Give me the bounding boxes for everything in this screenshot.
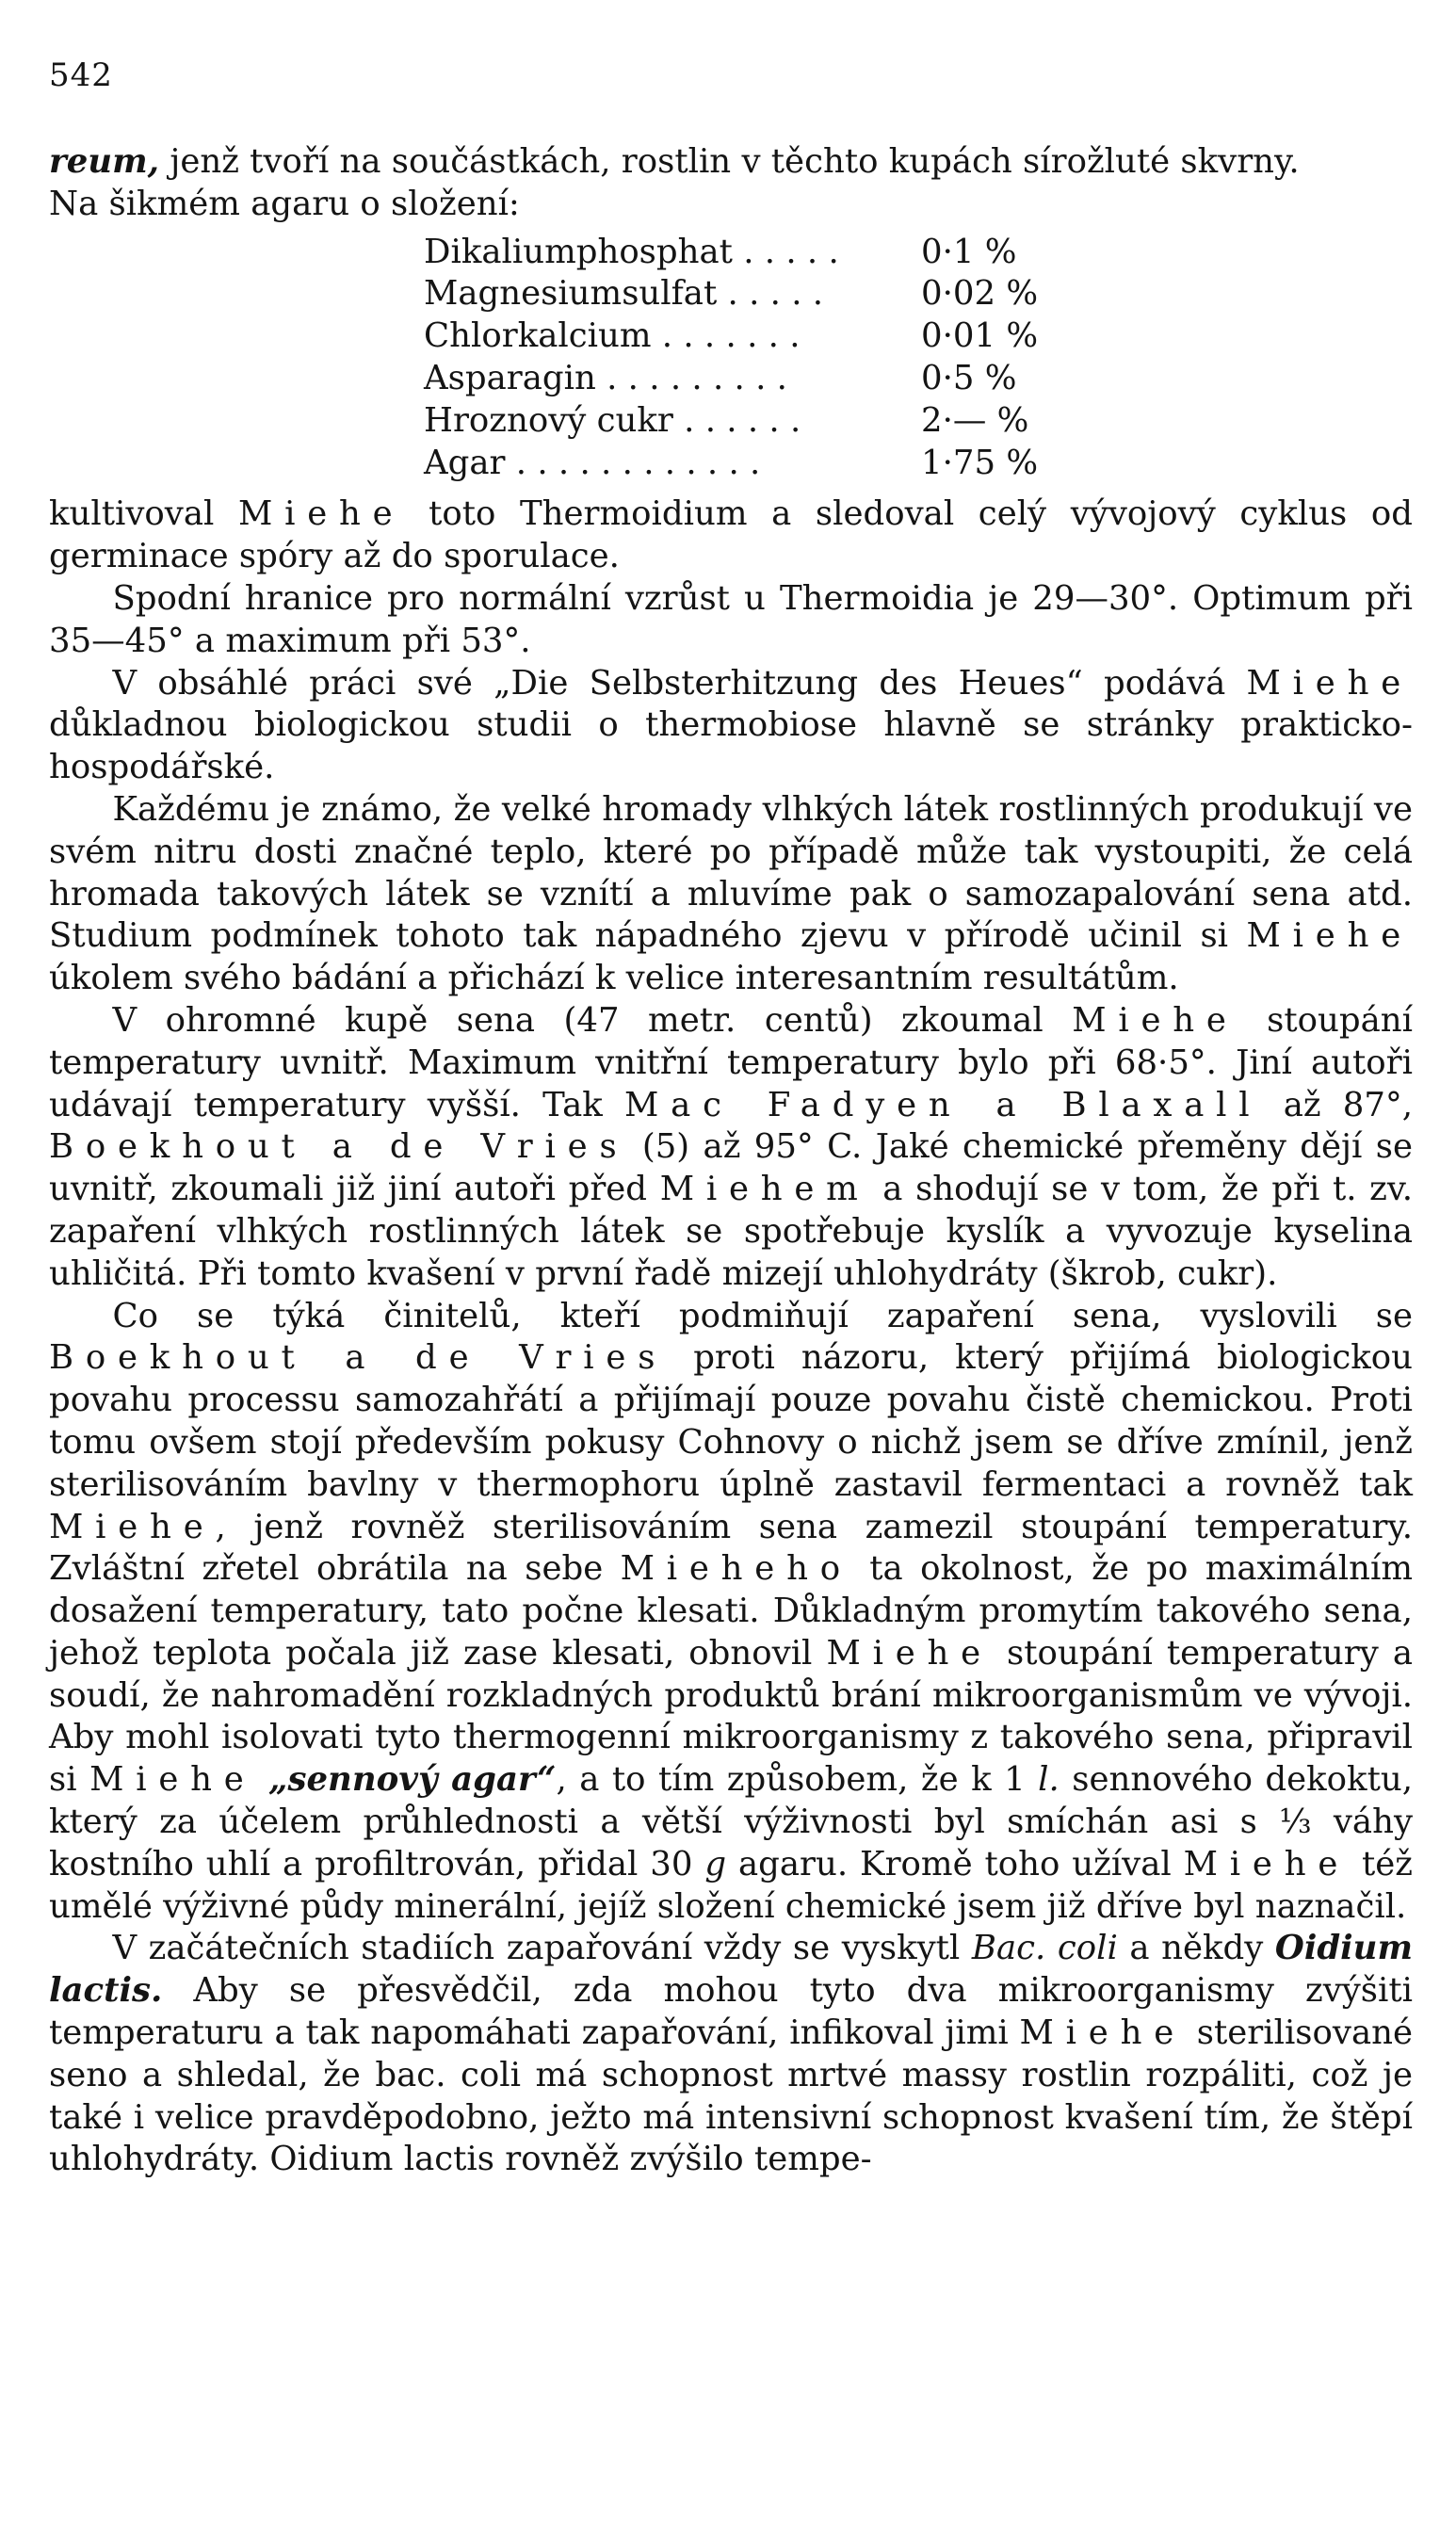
ingredient-name: Agar . . . . . . . . . . . . (424, 443, 761, 482)
lead-word: reum, (49, 142, 160, 181)
composition-row (424, 315, 1081, 358)
ingredient-name: Magnesiumsulfat . . . . . (424, 274, 824, 314)
ingredient-percent: 2·— % (921, 400, 1029, 440)
author-name: Miehe (1072, 1000, 1238, 1040)
intro-paragraph: reum, jenž tvoří na součástkách, rostlin v těchto kupách sírožluté skvrny. Na šikmém agaru o složení: (49, 142, 1300, 223)
ingredient-percent: 0·02 % (921, 274, 1039, 314)
author-name: Miehe (89, 1760, 256, 1800)
author-name: Miehem (659, 1170, 870, 1209)
ingredient-percent: 0·1 % (921, 232, 1017, 271)
paragraph-3: V obsáhlé práci své „Die Selbsterhitzung des Heues“ podává Miehe důkladnou biologickou studii o thermobiose hlavně se stránky prakticko-hospodářské. (49, 663, 1413, 787)
ingredient-percent: 0·5 % (921, 358, 1017, 397)
emphasis: Bac. coli (971, 1929, 1118, 1968)
ingredient-name: Hroznový cukr . . . . . . (424, 400, 801, 440)
author-name: Miehe (237, 494, 405, 534)
author-name: Mieheho (620, 1549, 852, 1589)
author-name: Boekhout a de Vries (49, 1338, 668, 1378)
composition-table (424, 232, 1081, 485)
composition-row (424, 358, 1081, 400)
composition-row (424, 232, 1081, 274)
author-name: Miehe (1183, 1844, 1351, 1883)
author-name: Miehe (1246, 663, 1413, 703)
ingredient-percent: 1·75 % (921, 443, 1039, 482)
ingredient-name: Dikaliumphosphat . . . . . (424, 232, 839, 271)
author-name: Miehe (49, 1507, 216, 1546)
author-name: Mac Fadyen a Blaxall (624, 1085, 1262, 1124)
author-name: Miehe (1019, 2013, 1186, 2053)
emphasis: Oidium lactis. (49, 1929, 1414, 2011)
emphasis: l. (1038, 1760, 1060, 1800)
composition-row (424, 400, 1081, 443)
paragraph-1: kultivoval Miehe toto Thermoidium a sledoval celý vývojový cyklus od germinace spóry až do sporulace. (49, 494, 1414, 576)
ingredient-name: Chlorkalcium . . . . . . . (424, 316, 801, 356)
ingredient-percent: 0·01 % (921, 316, 1039, 356)
emphasis: g (704, 1844, 727, 1883)
emphasis: „sennový agar“ (268, 1760, 557, 1800)
author-name: Boekhout a de Vries (49, 1127, 629, 1167)
ingredient-name: Asparagin . . . . . . . . . (424, 358, 787, 397)
paragraph-7: V začátečních stadiích zapařování vždy se vyskytl Bac. coli a někdy Oidium lactis. Aby se přesvědčil, zda mohou tyto dva mikroorganismy zvýšiti temperaturu a tak napomáhati zapařování, infikoval jimi Miehe sterilisované seno a shledal, že bac. coli má schopnost mrtvé massy rostlin rozpáliti, což je také i velice pravděpodobno, ježto má intensivní schopnost kvašení tím, že štěpí uhlohydráty. Oidium lactis rovněž zvýšilo tempe- (49, 1929, 1414, 2179)
composition-row (424, 443, 1081, 485)
author-name: Miehe (826, 1633, 993, 1673)
page-number: 542 (49, 57, 113, 94)
paragraph-6: Co se týká činitelů, kteří podmiňují zapaření sena, vyslovili se Boekhout a de Vries proti názoru, který přijímá biologickou povahu processu samozahřátí a přijímají pouze povahu čistě chemickou. Proti tomu ovšem stojí především pokusy Cohnovy o nichž jsem se dříve zmínil, jenž sterilisováním bavlny v thermophoru úplně zastavil fermentaci a rovněž tak Miehe, jenž rovněž sterilisováním sena zamezil stoupání temperatury. Zvláštní zřetel obrátila na sebe Mieheho ta okolnost, že po maximálním dosažení temperatury, tato počne klesati. Důkladným promytím takového sena, jehož teplota počala již zase klesati, obnovil Miehe stoupání temperatury a soudí, že nahromadění rozkladných produktů brání mikroorganismům ve vývoji. Aby mohl isolovati tyto thermogenní mikroorganismy z takového sena, připravil si Miehe „sennový agar“, a to tím způsobem, že k 1 l. sennového dekoktu, který za účelem průhlednosti a větší výživnosti byl smíchán asi s ⅓ váhy kostního uhlí a profiltrován, přidal 30 g agaru. Kromě toho užíval Miehe též umělé výživné půdy minerální, jejíž složení chemické jsem již dříve byl naznačil. (49, 1296, 1413, 1926)
body-text (49, 141, 1413, 2181)
paragraph-5: V ohromné kupě sena (47 metr. centů) zkoumal Miehe stoupání temperatury uvnitř. Maximum vnitřní temperatury bylo při 68·5°. Jiní autoři udávají temperatury vyšší. Tak Mac Fadyen a Blaxall až 87°, Boekhout a de Vries (5) až 95° C. Jaké chemické přeměny dějí se uvnitř, zkoumali již jiní autoři před Miehem a shodují se v tom, že při t. zv. zapaření vlhkých rostlinných látek se spotřebuje kyslík a vyvozuje kyselina uhličitá. Při tomto kvašení v první řadě mizejí uhlohydráty (škrob, cukr). (49, 1000, 1414, 1293)
paragraph-2: Spodní hranice pro normální vzrůst u Thermoidia je 29—30°. Optimum při 35—45° a maximum při 53°. (49, 578, 1413, 660)
author-name: Miehe (1246, 916, 1413, 956)
paragraph-4: Každému je známo, že velké hromady vlhkých látek rostlinných produkují ve svém nitru dosti značné teplo, které po případě může tak vystoupiti, že celá hromada takových látek se vznítí a mluvíme pak o samozapalování sena atd. Studium podmínek tohoto tak nápadného zjevu v přírodě učinil si Miehe úkolem svého bádání a přichází k velice interesantním resultátům. (49, 789, 1413, 998)
composition-row (424, 273, 1081, 315)
